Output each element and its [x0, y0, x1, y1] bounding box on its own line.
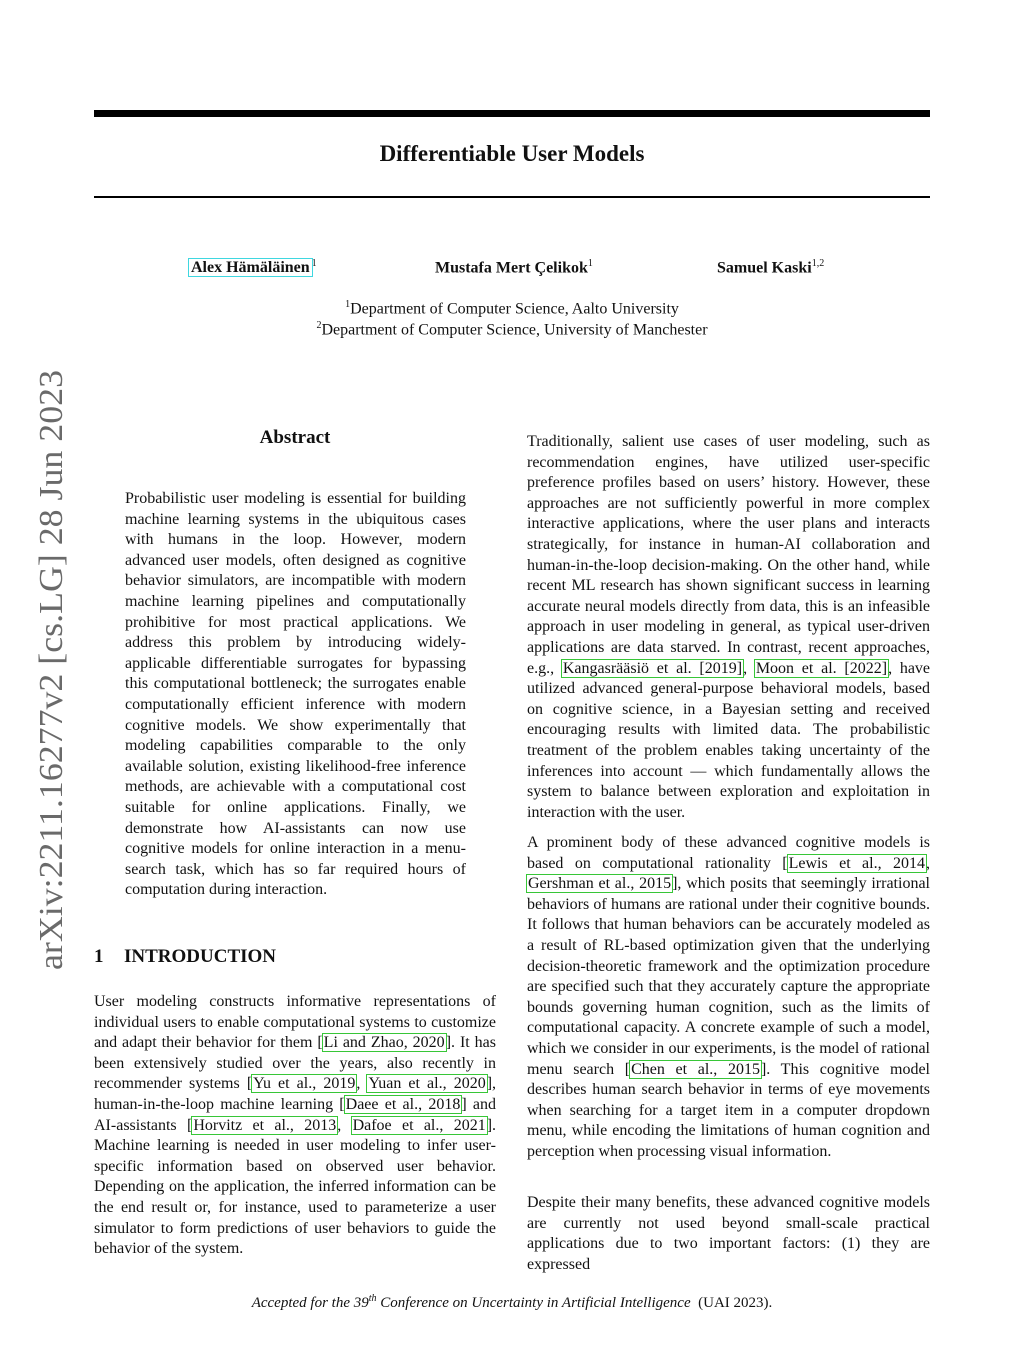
author-2-name: Mustafa Mert Çelikok: [435, 259, 588, 277]
citation-link[interactable]: Gershman et al., 2015: [528, 875, 672, 893]
citation-link[interactable]: Yu et al., 2019: [253, 1075, 356, 1093]
affiliation-2-num: 2: [316, 320, 322, 331]
text-run: A prominent body of these advanced cognitive models is based on computational rationality [: [527, 834, 930, 872]
footer-prefix: Accepted for the 39: [251, 1295, 369, 1311]
footer-sup: th: [368, 1293, 377, 1304]
title-rule: [94, 196, 930, 198]
footer-note: [0, 1293, 1024, 1312]
intro-paragraph: [94, 992, 496, 1260]
text-run: ,: [743, 659, 755, 677]
affiliation-1: [0, 299, 1024, 318]
author-2: [435, 258, 593, 277]
abstract-heading: Abstract: [259, 427, 331, 448]
footer-tail: (UAI 2023).: [690, 1295, 773, 1311]
top-rule: [94, 110, 930, 117]
arxiv-id: arXiv:2211.16277v2 [cs.LG] 28 Jun 2023: [33, 400, 70, 970]
text-run: ]. It has been extensively studied over the years, also recently in recommender systems [: [94, 1034, 496, 1093]
citation-link[interactable]: Chen et al., 2015: [631, 1060, 760, 1078]
affiliation-2: [0, 320, 1024, 339]
text-run: ]. This cognitive model describes human search behavior in terms of eye movements when searching for a target item in a computer dropdown menu, while encoding the limitations of human cognition and perception when processing visual information.: [527, 1060, 930, 1160]
text-run: , have utilized advanced general-purpose behavioral models, based on cognitive science, in a Bayesian setting and received encouraging results with limited data. The probabilistic treatment of the problem enables taking uncertainty of the inferences into account — which fundamentally allows the system to balance between exploration and exploitation in interaction with the user.: [527, 659, 931, 821]
text-run: ], human-in-the-loop machine learning [: [94, 1075, 497, 1113]
affiliation-2-text: Department of Computer Science, University of Manchester: [321, 321, 708, 339]
citation-link[interactable]: Dafoe et al., 2021: [352, 1116, 486, 1134]
abstract-text: Probabilistic user modeling is essential for building machine learning systems in the ubiquitous cases with humans in the loop. However, modern advanced user models, often designed as cognitive behavior simulators, are incompatible with modern machine learning pipelines and computationally prohibitive for most practical applications. We address this problem by introducing widely-applicable differentiable surrogates for bypassing this computational bottleneck; the surrogates enable computationally efficient inference with modern cognitive models. We show experimentally that modeling capabilities comparable to the only available solution, existing likelihood-free inference methods, are achievable with a computational cost suitable for online applications. Finally, we demonstrate how AI-assistants can now use cognitive models for online interaction in a menu-search task, which has so far required hours of computation during interaction.: [125, 490, 466, 899]
citation-link[interactable]: Lewis et al., 2014: [788, 854, 925, 872]
text-run: ]. Machine learning is needed in user modeling to infer user-specific information based on observed user behavior. Depending on the application, the inferred information can be the end result or, for instance, used to parameterize a user simulator to form predictions of user behaviors to guide the behavior of the system.: [94, 1116, 497, 1258]
text-run: User modeling constructs informative representations of individual users to enable computational systems to customize and adapt their behavior for them [: [94, 993, 496, 1052]
text-run: Traditionally, salient use cases of user modeling, such as recommendation engines, have utilized user-specific preference profiles based on users’ history. However, these approaches are not sufficiently powerful in more complex interactive applications, where the user plans and interacts strategically, for instance in human-AI collaboration and human-in-the-loop decision-making. On the other hand, while recent ML research has shown significant success in learning accurate neural models directly from data, this is an infeasible approach in user modeling in general, as typical user-driven applications are data starved. In contrast, recent approaches, e.g.,: [527, 433, 930, 677]
affiliation-1-text: Department of Computer Science, Aalto University: [350, 300, 679, 318]
author-2-aff: 1: [587, 258, 593, 269]
text-run: ] and AI-assistants [: [94, 1095, 496, 1134]
footer-conference: Conference on Uncertainty in Artificial Intelligence: [376, 1295, 691, 1311]
text-run: ,: [356, 1075, 368, 1093]
section-number: 1: [94, 946, 104, 967]
citation-link[interactable]: Yuan et al., 2020: [368, 1075, 486, 1093]
right-paragraph-2: [527, 833, 930, 1163]
author-3-aff: 1,2: [811, 258, 825, 269]
text-run: ,: [926, 854, 930, 872]
citation-link[interactable]: Li and Zhao, 2020: [323, 1034, 445, 1052]
citation-link[interactable]: Moon et al. [2022]: [755, 659, 888, 677]
author-3-name: Samuel Kaski: [717, 259, 812, 277]
citation-link[interactable]: Kangasrääsiö et al. [2019]: [562, 659, 743, 677]
author-1-aff: 1: [311, 258, 317, 269]
text-run: ,: [337, 1116, 352, 1134]
author-1[interactable]: [189, 258, 317, 277]
right-paragraph-3: Despite their many benefits, these advanced cognitive models are currently not used beyond small-scale practical applications due to two important factors: (1) they are expressed: [527, 1194, 930, 1273]
section-title: INTRODUCTION: [124, 946, 277, 967]
citation-link[interactable]: Daee et al., 2018: [345, 1095, 461, 1113]
author-1-link[interactable]: Alex Hämäläinen: [191, 259, 310, 277]
right-paragraph-1: [527, 432, 930, 823]
author-3: [717, 258, 824, 277]
affiliation-1-num: 1: [345, 299, 351, 310]
citation-link[interactable]: Horvitz et al., 2013: [193, 1116, 337, 1134]
arxiv-sidebar: [4, 365, 84, 975]
paper-title: Differentiable User Models: [379, 141, 645, 166]
section-heading: [94, 946, 276, 968]
text-run: ], which posits that seemingly irrational behaviors of humans are rational under their cognitive bounds. It follows that human behaviors can be accurately modeled as a result of RL-based optimization given that the underlying decision-theoretic framework and the optimization procedure are specified such that they accurately capture the appropriate bounds governing human cognition, such as the limits of computational capacity. A concrete example of such a model, which we consider in our experiments, is the model of rational menu search [: [527, 875, 930, 1078]
